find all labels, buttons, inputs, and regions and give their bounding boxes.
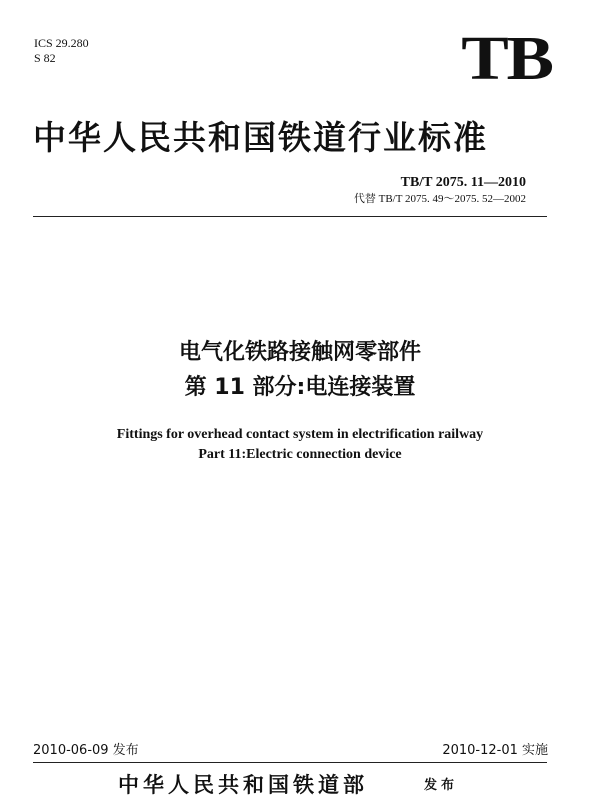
replaces-standard: 代替 TB/T 2075. 49～2075. 52—2002: [353, 193, 526, 205]
ics-code: ICS 29.280: [34, 36, 89, 50]
english-title-line-2: Part 11:Electric connection device: [198, 447, 402, 462]
chinese-title-line-2: 第 11 部分:电连接装置: [184, 375, 416, 400]
issue-label: 发布: [424, 778, 459, 793]
issue-date: 2010-06-09 发布: [33, 743, 139, 758]
standard-number: [401, 174, 526, 191]
bottom-divider: [33, 762, 547, 763]
issuing-authority: 中华人民共和国铁道部: [118, 772, 368, 797]
english-title-line-1: Fittings for overhead contact system in electrification railway: [116, 427, 484, 442]
classification-codes: [34, 36, 89, 66]
implementation-date: 2010-12-01 实施: [442, 743, 548, 758]
tb-logo: TB: [461, 25, 552, 93]
ccs-code: S 82: [34, 51, 56, 65]
standard-category-title: 中华人民共和国铁道行业标准: [33, 118, 488, 157]
standard-number-text: TB/T 2075. 11—2010: [400, 175, 526, 190]
chinese-title-line-1: 电气化铁路接触网零部件: [178, 340, 421, 365]
top-divider: [33, 216, 547, 217]
